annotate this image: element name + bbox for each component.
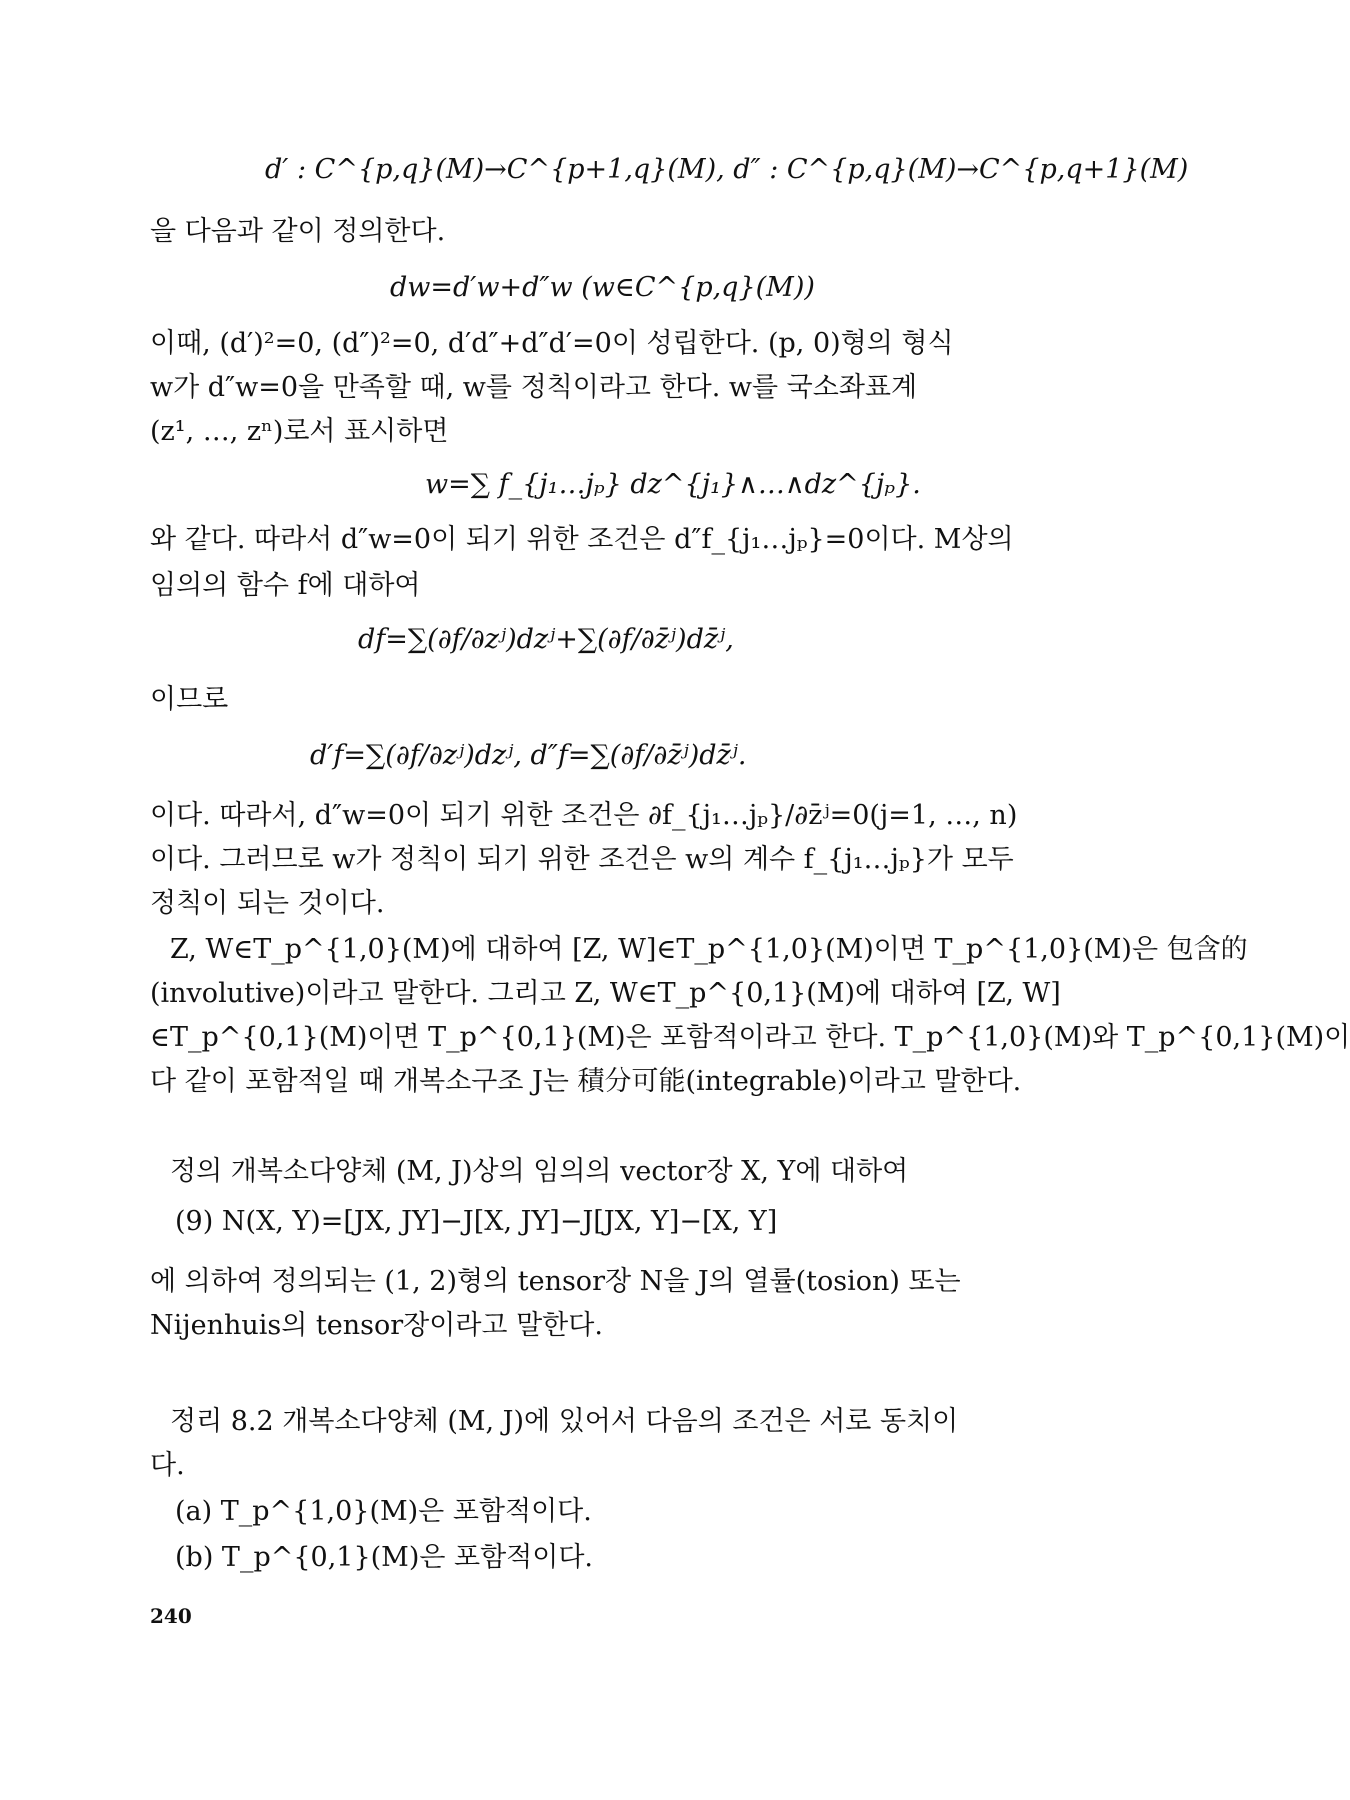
line-4: 이때, (d′)²=0, (d″)²=0, d′d″+d″d′=0이 성립한다. (p, 0)형의 형식 bbox=[150, 328, 954, 359]
line-12: d′f=∑(∂f/∂zʲ)dzʲ, d″f=∑(∂f/∂z̄ʲ)dz̄ʲ. bbox=[310, 740, 747, 771]
line-15: 정칙이 되는 것이다. bbox=[150, 888, 385, 919]
line-5: w가 d″w=0을 만족할 때, w를 정칙이라고 한다. w를 국소좌표계 bbox=[150, 372, 918, 403]
equation-9: (9) N(X, Y)=[JX, JY]−J[X, JY]−J[JX, Y]−[X, Y] bbox=[175, 1206, 778, 1237]
line-19: 다 같이 포함적일 때 개복소구조 J는 積分可能(integrable)이라고 말한다. bbox=[150, 1066, 1022, 1097]
line-2: 을 다음과 같이 정의한다. bbox=[150, 216, 446, 247]
page-number: 240 bbox=[150, 1604, 192, 1628]
line-13: 이다. 따라서, d″w=0이 되기 위한 조건은 ∂f_{j₁…jₚ}/∂z̄ʲ=0(j=1, …, n) bbox=[150, 800, 1018, 831]
condition-a: (a) T_p^{1,0}(M)은 포함적이다. bbox=[175, 1496, 592, 1527]
line-18: ∈T_p^{0,1}(M)이면 T_p^{0,1}(M)은 포함적이라고 한다. T_p^{1,0}(M)와 T_p^{0,1}(M)이 bbox=[150, 1022, 1350, 1053]
line-1: d′ : C^{p,q}(M)→C^{p+1,q}(M), d″ : C^{p,q}(M)→C^{p,q+1}(M) bbox=[265, 154, 1189, 185]
line-25: 다. bbox=[150, 1450, 185, 1481]
condition-b: (b) T_p^{0,1}(M)은 포함적이다. bbox=[175, 1542, 594, 1573]
line-22: 에 의하여 정의되는 (1, 2)형의 tensor장 N을 J의 열률(tosion) 또는 bbox=[150, 1266, 961, 1297]
line-17: (involutive)이라고 말한다. 그리고 Z, W∈T_p^{0,1}(M)에 대하여 [Z, W] bbox=[150, 978, 1061, 1009]
line-14: 이다. 그러므로 w가 정칙이 되기 위한 조건은 w의 계수 f_{j₁…jₚ}가 모두 bbox=[150, 844, 1014, 875]
definition-line: 정의 개복소다양체 (M, J)상의 임의의 vector장 X, Y에 대하여 bbox=[170, 1156, 909, 1187]
line-3: dw=d′w+d″w (w∈C^{p,q}(M)) bbox=[390, 272, 815, 303]
line-6: (z¹, …, zⁿ)로서 표시하면 bbox=[150, 416, 449, 447]
line-23: Nijenhuis의 tensor장이라고 말한다. bbox=[150, 1310, 603, 1341]
line-16: Z, W∈T_p^{1,0}(M)에 대하여 [Z, W]∈T_p^{1,0}(M)이면 T_p^{1,0}(M)은 包含的 bbox=[170, 934, 1248, 965]
theorem-line: 정리 8.2 개복소다양체 (M, J)에 있어서 다음의 조건은 서로 동치이 bbox=[170, 1406, 959, 1437]
line-10: df=∑(∂f/∂zʲ)dzʲ+∑(∂f/∂z̄ʲ)dz̄ʲ, bbox=[358, 624, 734, 655]
line-11: 이므로 bbox=[150, 684, 229, 715]
line-8: 와 같다. 따라서 d″w=0이 되기 위한 조건은 d″f_{j₁…jₚ}=0이다. M상의 bbox=[150, 524, 1014, 555]
line-9: 임의의 함수 f에 대하여 bbox=[150, 570, 421, 601]
line-7: w=∑ f_{j₁…jₚ} dz^{j₁}∧…∧dz^{jₚ}. bbox=[425, 469, 921, 500]
